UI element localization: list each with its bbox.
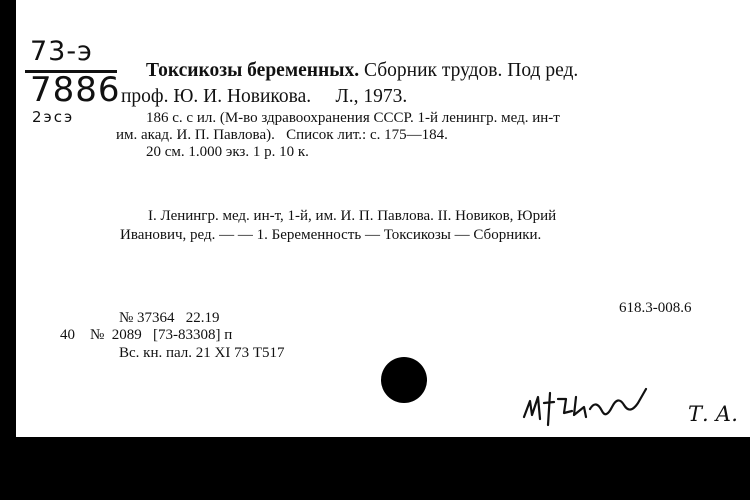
record-size-line: 20 см. 1.000 экз. 1 р. 10 к. xyxy=(146,144,309,160)
record-editor-line: проф. Ю. И. Новикова. Л., 1973. xyxy=(121,86,408,107)
record-title-line xyxy=(146,60,578,82)
handwritten-initials: Т. А. xyxy=(688,402,738,426)
registration-number-2: № 2089 [73-83308] п xyxy=(90,327,233,343)
book-chamber-line: Вс. кн. пал. 21 XI 73 Т517 xyxy=(119,345,285,361)
handwritten-call-number-top: 73-э xyxy=(30,36,93,67)
record-title: Токсикозы беременных. xyxy=(146,60,360,81)
punch-hole xyxy=(381,357,427,403)
registration-number-1: № 37364 22.19 xyxy=(119,310,220,326)
card-left-edge xyxy=(0,0,16,437)
udc-classification: 618.3-008.6 xyxy=(619,300,692,316)
handwritten-shelf-mark: 2эсэ xyxy=(32,108,75,126)
record-title-rest: Сборник трудов. Под ред. xyxy=(359,60,579,81)
handwritten-call-number-main: 7886 xyxy=(30,70,121,110)
record-physical-description: 186 с. с ил. (М-во здравоохранения СССР. 1-й ленингр. мед. ин-т xyxy=(146,110,560,126)
record-tracings-line-2: Иванович, ред. — — 1. Беременность — Токсикозы — Сборники. xyxy=(120,227,542,243)
record-institution-line: им. акад. И. П. Павлова). Список лит.: с. 175—184. xyxy=(116,127,448,143)
registration-prefix: 40 xyxy=(60,327,75,343)
record-tracings-line-1: I. Ленингр. мед. ин-т, 1-й, им. И. П. Павлова. II. Новиков, Юрий xyxy=(148,208,557,224)
registration-line-2 xyxy=(60,327,232,344)
handwritten-signature xyxy=(520,385,660,430)
scan-bottom-border xyxy=(0,437,750,500)
